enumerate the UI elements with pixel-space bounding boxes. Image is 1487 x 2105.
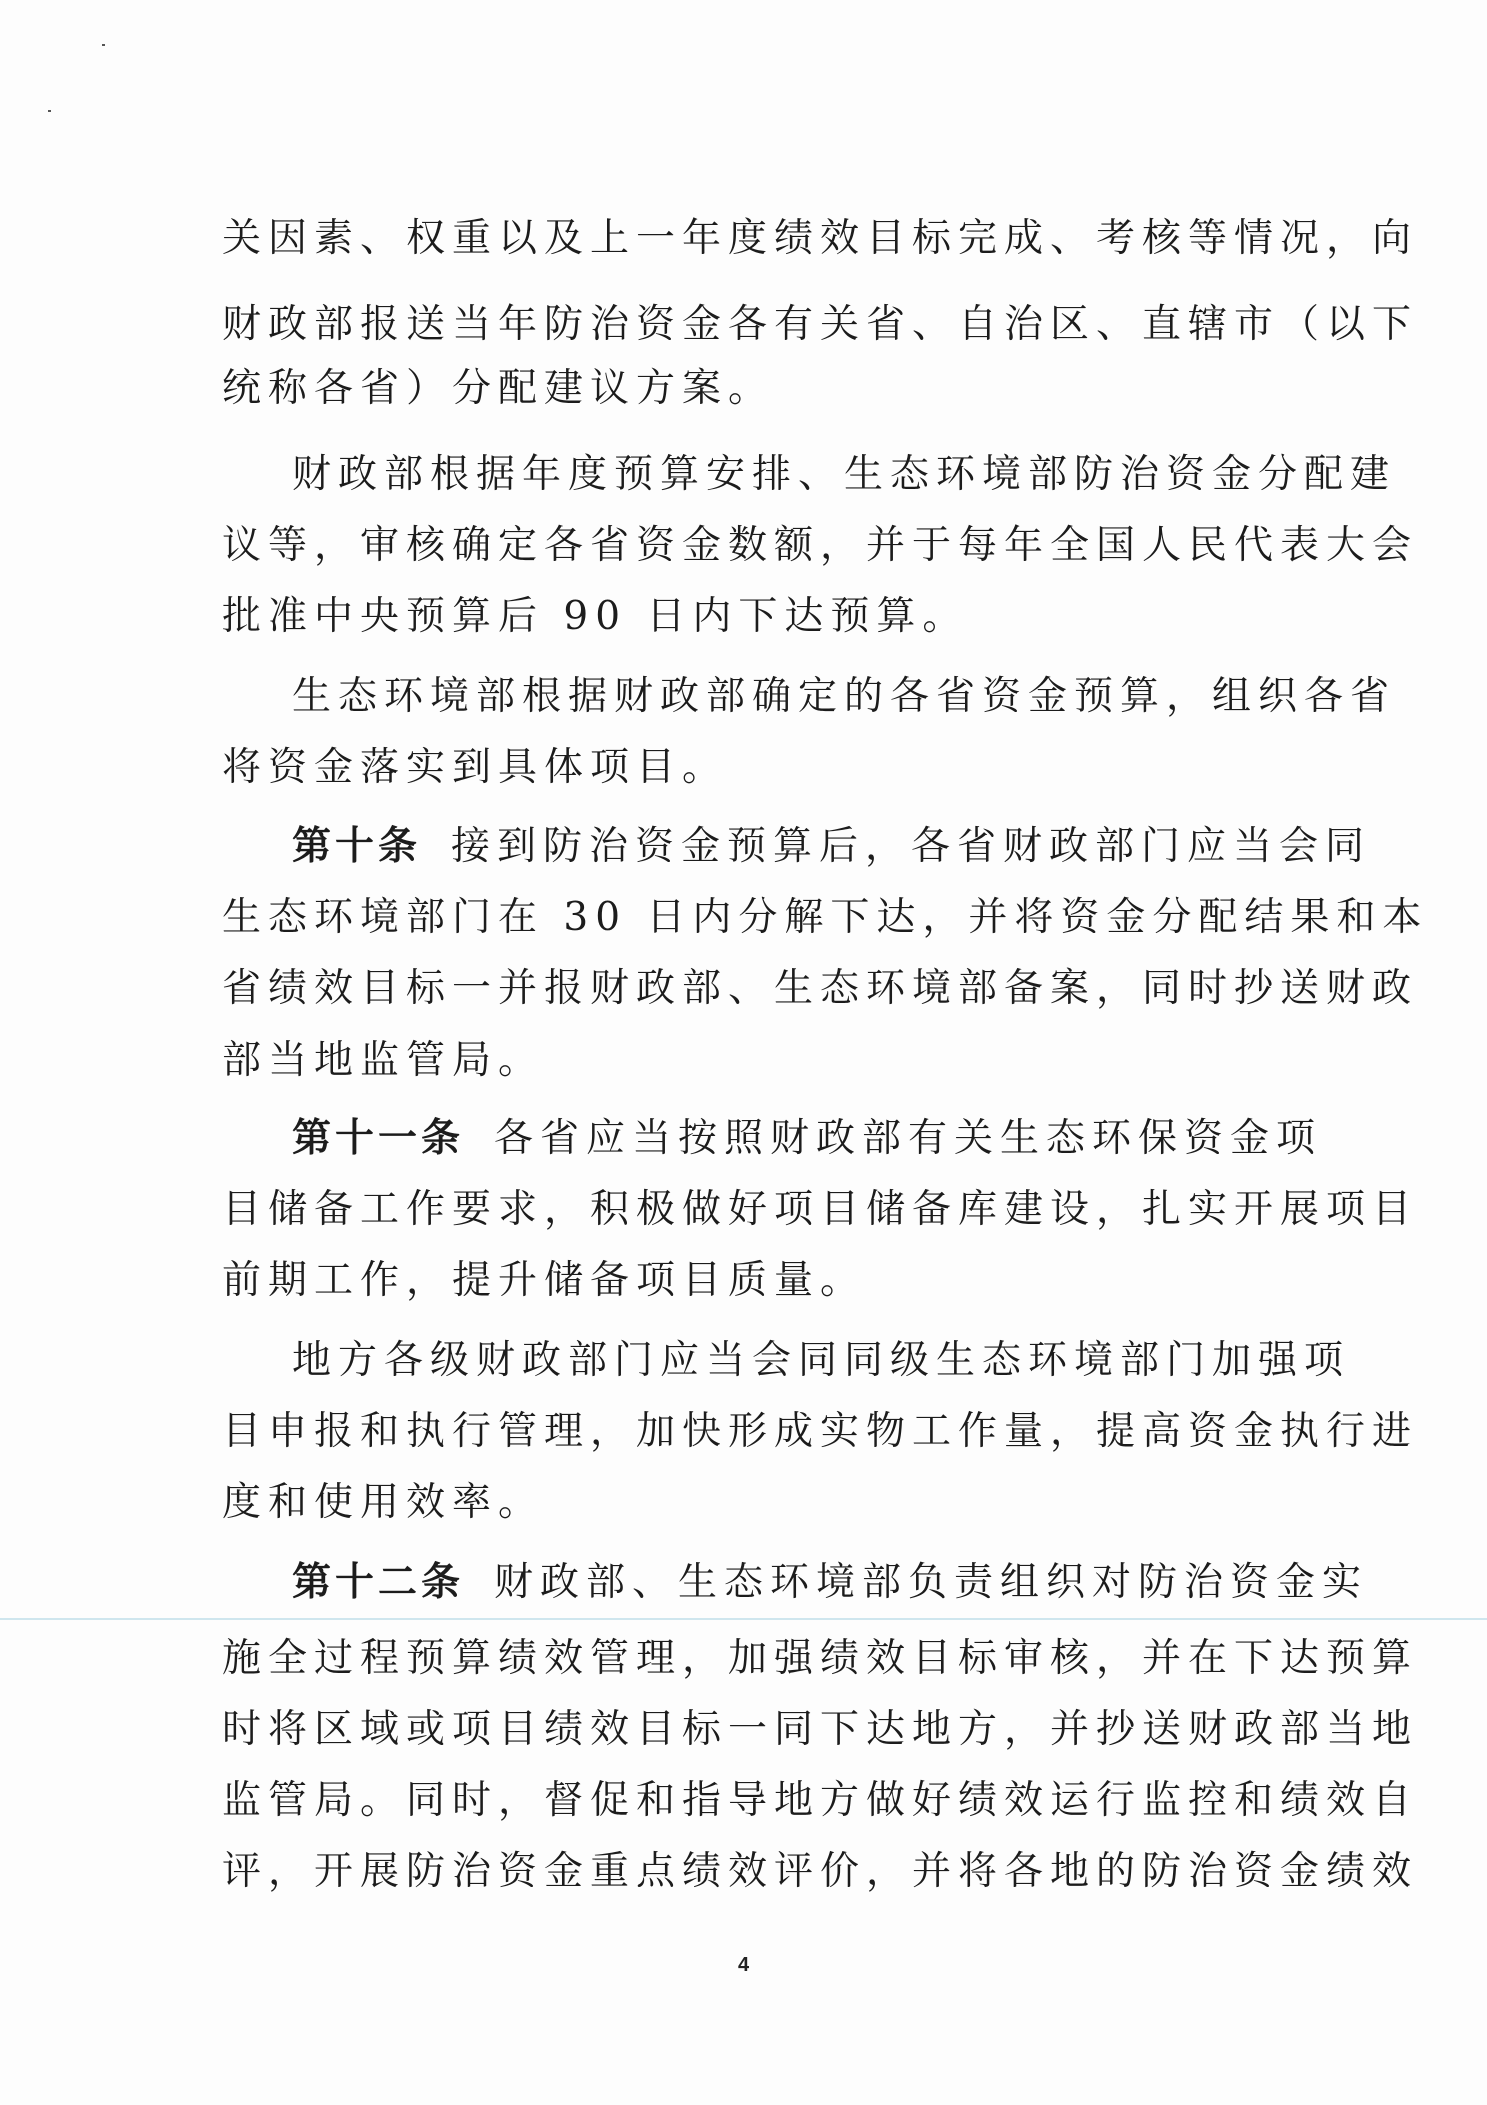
text-line: 施全过程预算绩效管理，加强绩效目标审核，并在下达预算	[222, 1636, 1419, 1681]
text-line: 度和使用效率。	[222, 1480, 545, 1525]
text-line: 接到防治资金预算后，各省财政部门应当会同	[451, 824, 1372, 869]
text-line: 部当地监管局。	[222, 1038, 545, 1083]
text-line: 评，开展防治资金重点绩效评价，并将各地的防治资金绩效	[222, 1849, 1419, 1894]
text-line: 目申报和执行管理，加快形成实物工作量，提高资金执行进	[222, 1409, 1419, 1454]
text-line: 生态环境部门在 30 日内分解下达，并将资金分配结果和本	[222, 895, 1429, 940]
text-line: 财政部、生态环境部负责组织对防治资金实	[494, 1560, 1369, 1605]
scan-speck	[48, 110, 51, 112]
article-heading: 第十一条	[292, 1116, 465, 1161]
text-line: 财政部报送当年防治资金各有关省、自治区、直辖市（以下	[222, 302, 1419, 347]
text-line: 生态环境部根据财政部确定的各省资金预算，组织各省	[292, 674, 1397, 719]
text-line: 关因素、权重以及上一年度绩效目标完成、考核等情况，向	[222, 216, 1419, 261]
text-line: 目储备工作要求，积极做好项目储备库建设，扎实开展项目	[222, 1187, 1419, 1232]
scan-artifact-line	[0, 1618, 1487, 1620]
page-number: 4	[737, 1954, 750, 1976]
scan-speck	[102, 44, 105, 46]
text-line: 前期工作，提升储备项目质量。	[222, 1258, 867, 1303]
article-paragraph-12	[292, 1558, 1369, 1608]
article-heading: 第十条	[292, 824, 422, 869]
article-paragraph-11	[292, 1114, 1332, 1164]
text-line: 财政部根据年度预算安排、生态环境部防治资金分配建	[292, 452, 1397, 497]
text-line: 监管局。同时，督促和指导地方做好绩效运行监控和绩效自	[222, 1778, 1419, 1823]
text-line: 省绩效目标一并报财政部、生态环境部备案，同时抄送财政	[222, 966, 1419, 1011]
text-line: 地方各级财政部门应当会同同级生态环境部门加强项	[292, 1338, 1351, 1383]
text-line: 各省应当按照财政部有关生态环保资金项	[494, 1116, 1323, 1161]
text-line: 统称各省）分配建议方案。	[222, 366, 775, 411]
article-paragraph-10	[292, 822, 1372, 872]
text-line: 时将区域或项目绩效目标一同下达地方，并抄送财政部当地	[222, 1707, 1419, 1752]
text-line: 议等，审核确定各省资金数额，并于每年全国人民代表大会	[222, 523, 1419, 568]
article-heading: 第十二条	[292, 1560, 465, 1605]
text-line: 将资金落实到具体项目。	[222, 745, 729, 790]
text-line: 批准中央预算后 90 日内下达预算。	[222, 594, 969, 639]
